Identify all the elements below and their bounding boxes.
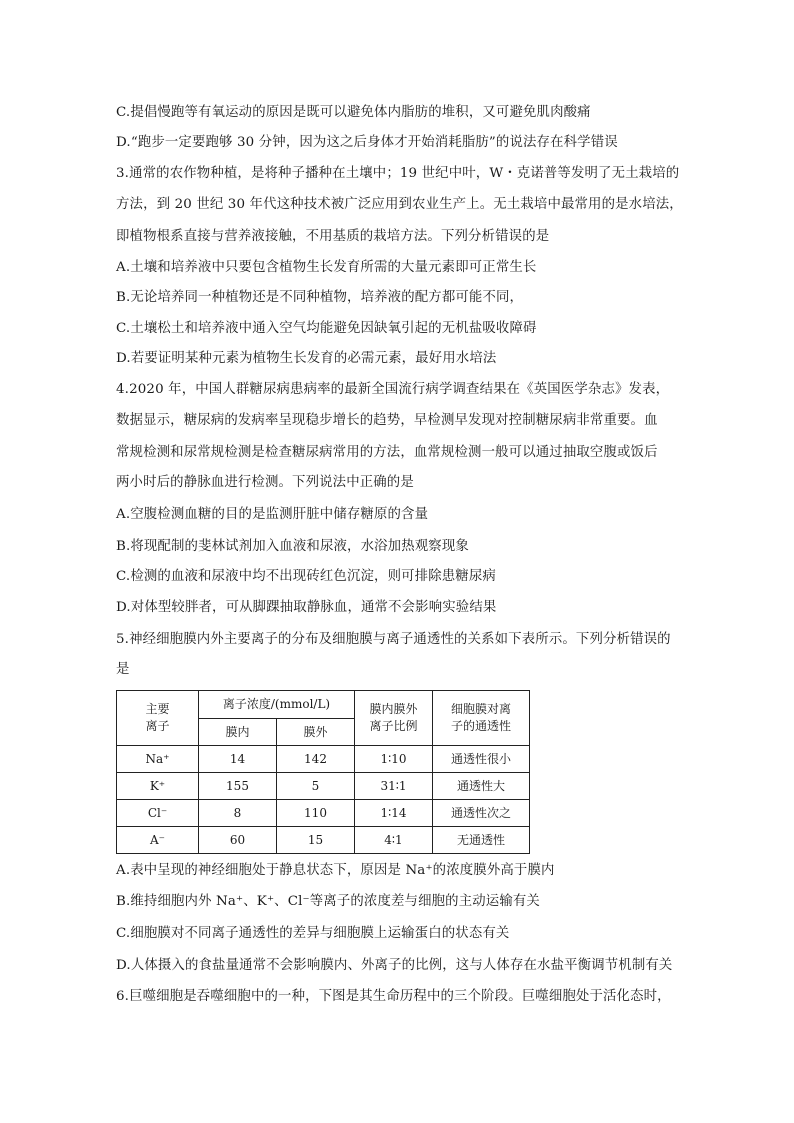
table-row: [117, 800, 530, 827]
option-c-q5: C.细胞膜对不同离子通透性的差异与细胞膜上运输蛋白的状态有关: [116, 926, 510, 941]
option-d-q5: D.人体摄入的食盐量通常不会影响膜内、外离子的比例，这与人体存在水盐平衡调节机制有关: [116, 958, 673, 973]
option-b-q3: B.无论培养同一种植物还是不同种植物，培养液的配方都可能不同，: [116, 290, 524, 305]
question-5-line-2: 是: [116, 662, 130, 677]
question-6-line-1: 6.巨噬细胞是吞噬细胞中的一种，下图是其生命历程中的三个阶段。巨噬细胞处于活化态时，: [116, 989, 671, 1004]
option-d-q4: D.对体型较胖者，可从脚踝抽取静脉血，通常不会影响实验结果: [116, 600, 497, 615]
option-d-q3: D.若要证明某种元素为植物生长发育的必需元素，最好用水培法: [116, 351, 497, 366]
option-a-q5: A.表中呈现的神经细胞处于静息状态下，原因是 Na⁺的浓度膜外高于膜内: [116, 863, 555, 878]
question-4-line-2: 数据显示，糖尿病的发病率呈现稳步增长的趋势，早检测早发现对控制糖尿病非常重要。血: [116, 413, 658, 428]
permeability-cell: 通透性很小: [433, 746, 530, 773]
inside-cell: 8: [199, 800, 277, 827]
option-b-q5: B.维持细胞内外 Na⁺、K⁺、Cl⁻等离子的浓度差与细胞的主动运输有关: [116, 894, 540, 909]
header-main-ion: 主要 离子: [117, 691, 199, 746]
ion-cell: Cl⁻: [117, 800, 199, 827]
ratio-cell: 1∶10: [355, 746, 433, 773]
question-3-line-1: 3.通常的农作物种植，是将种子播种在土壤中；19 世纪中叶，W・克诺普等发明了无土栽培的: [116, 166, 680, 181]
table-row: [117, 746, 530, 773]
question-3-line-2: 方法，到 20 世纪 30 年代这种技术被广泛应用到农业生产上。无土栽培中最常用的是水培法，: [116, 197, 683, 212]
option-a-q4: A.空腹检测血糖的目的是监测肝脏中储存糖原的含量: [116, 507, 429, 522]
header-inside: 膜内: [199, 719, 277, 746]
ratio-cell: 31∶1: [355, 773, 433, 800]
outside-cell: 15: [277, 827, 355, 854]
option-b-q4: B.将现配制的斐林试剂加入血液和尿液，水浴加热观察现象: [116, 539, 469, 554]
header-concentration: 离子浓度/(mmol/L): [199, 691, 355, 719]
option-c-q4: C.检测的血液和尿液中均不出现砖红色沉淀，则可排除患糖尿病: [116, 569, 496, 584]
outside-cell: 110: [277, 800, 355, 827]
header-outside: 膜外: [277, 719, 355, 746]
header-permeability: 细胞膜对离 子的通透性: [433, 691, 530, 746]
outside-cell: 142: [277, 746, 355, 773]
inside-cell: 155: [199, 773, 277, 800]
permeability-cell: 通透性大: [433, 773, 530, 800]
ion-table: [116, 690, 530, 854]
inside-cell: 60: [199, 827, 277, 854]
permeability-cell: 通透性次之: [433, 800, 530, 827]
question-4-line-4: 两小时后的静脉血进行检测。下列说法中正确的是: [116, 475, 414, 490]
option-c-q3: C.土壤松土和培养液中通入空气均能避免因缺氧引起的无机盐吸收障碍: [116, 321, 537, 336]
ion-cell: Na⁺: [117, 746, 199, 773]
question-3-line-3: 即植物根系直接与营养液接触，不用基质的栽培方法。下列分析错误的是: [116, 229, 550, 244]
question-4-line-1: 4.2020 年，中国人群糖尿病患病率的最新全国流行病学调查结果在《英国医学杂志》发表，: [116, 382, 670, 397]
question-4-line-3: 常规检测和尿常规检测是检查糖尿病常用的方法，血常规检测一般可以通过抽取空腹或饭后: [116, 445, 658, 460]
table-row: [117, 773, 530, 800]
ion-cell: K⁺: [117, 773, 199, 800]
table-row: [117, 827, 530, 854]
option-c-q2: C.提倡慢跑等有氧运动的原因是既可以避免体内脂肪的堆积，又可避免肌肉酸痛: [116, 105, 591, 120]
header-ratio: 膜内膜外 离子比例: [355, 691, 433, 746]
inside-cell: 14: [199, 746, 277, 773]
option-d-q2: D.“跑步一定要跑够 30 分钟，因为这之后身体才开始消耗脂肪”的说法存在科学错误: [116, 135, 618, 150]
outside-cell: 5: [277, 773, 355, 800]
question-5-line-1: 5.神经细胞膜内外主要离子的分布及细胞膜与离子通透性的关系如下表所示。下列分析错误的: [116, 632, 671, 647]
option-a-q3: A.土壤和培养液中只要包含植物生长发育所需的大量元素即可正常生长: [116, 260, 537, 275]
ion-cell: A⁻: [117, 827, 199, 854]
ratio-cell: 4∶1: [355, 827, 433, 854]
ratio-cell: 1∶14: [355, 800, 433, 827]
permeability-cell: 无通透性: [433, 827, 530, 854]
